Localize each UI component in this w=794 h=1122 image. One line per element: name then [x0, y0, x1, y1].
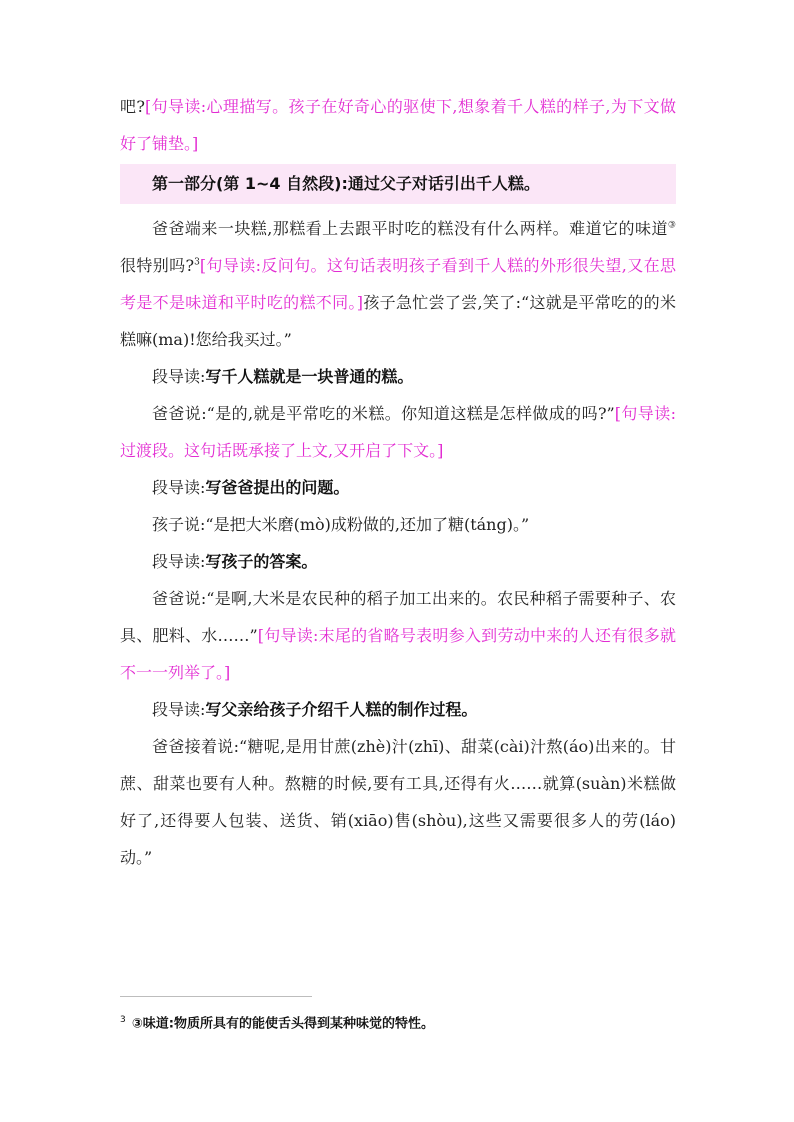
paragraph-father-question	[120, 395, 676, 469]
paragraph-guide	[120, 358, 676, 395]
guide-label: 段导读:	[152, 700, 206, 719]
paragraph-cake-arrives	[120, 210, 676, 358]
footnote-marker-circle: ③	[667, 220, 676, 231]
paragraph-text: 爸爸说:“是的,就是平常吃的米糕。你知道这糕是怎样做成的吗?”	[152, 404, 615, 423]
paragraph-sugar-process	[120, 728, 676, 876]
paragraph-text: 孩子急忙尝了尝,笑了:“这就是平常吃的的米糕嘛(ma)!您给我买过。”	[120, 293, 676, 349]
footnote-number: 3	[120, 1015, 126, 1025]
guide-text: 写爸爸提出的问题。	[205, 478, 350, 497]
guide-text: 写千人糕就是一块普通的糕。	[205, 367, 414, 386]
guide-label: 段导读:	[152, 478, 206, 497]
footnote-marker-number[interactable]: 3	[194, 257, 200, 268]
paragraph-guide	[120, 543, 676, 580]
document-body	[120, 88, 676, 876]
sentence-guide-note: [句导读:反问句。这句话表明孩子看到千人糕的外形很失望,又在思考是不是味道和平时吃的糕不同。]	[120, 256, 676, 312]
guide-text: 写孩子的答案。	[205, 552, 318, 571]
footnote-text: ③味道:物质所具有的能使舌头得到某种味觉的特性。	[131, 1016, 434, 1032]
paragraph-continuation	[120, 88, 676, 162]
paragraph-child-answer	[120, 506, 676, 543]
guide-label: 段导读:	[152, 367, 206, 386]
footnote-divider	[120, 996, 312, 997]
sentence-guide-note: [句导读:心理描写。孩子在好奇心的驱使下,想象着千人糕的样子,为下文做好了铺垫。]	[120, 97, 676, 153]
paragraph-text: 吧?	[120, 97, 145, 116]
paragraph-text: 爸爸端来一块糕,那糕看上去跟平时吃的糕没有什么两样。难道它的味道	[152, 219, 668, 238]
paragraph-text: 孩子说:“是把大米磨(mò)成粉做的,还加了糖(táng)。”	[152, 515, 530, 534]
paragraph-rice-farming	[120, 580, 676, 691]
paragraph-guide	[120, 691, 676, 728]
footnote	[120, 1010, 434, 1034]
paragraph-text: 爸爸说:“是啊,大米是农民种的稻子加工出来的。农民种稻子需要种子、农具、肥料、水……”	[120, 589, 676, 645]
paragraph-guide	[120, 469, 676, 506]
sentence-guide-note: [句导读:过渡段。这句话既承接了上文,又开启了下文。]	[120, 404, 677, 460]
sentence-guide-note: [句导读:末尾的省略号表明参入到劳动中来的人还有很多就不一一列举了。]	[120, 626, 676, 682]
paragraph-text: 爸爸接着说:“糖呢,是用甘蔗(zhè)汁(zhī)、甜菜(cài)汁熬(áo)出来的。甘蔗、甜菜也要有人种。熬糖的时候,要有工具,还得有火……就算(suàn)米糕做好了,还得要人包装、送货、销(xiāo)售(shòu),这些又需要很多人的劳(láo)动。”	[120, 737, 676, 867]
guide-text: 写父亲给孩子介绍千人糕的制作过程。	[205, 700, 478, 719]
section-heading: 第一部分(第 1~4 自然段):通过父子对话引出千人糕。	[120, 164, 676, 204]
guide-label: 段导读:	[152, 552, 206, 571]
paragraph-text: 很特别吗?	[120, 256, 195, 275]
